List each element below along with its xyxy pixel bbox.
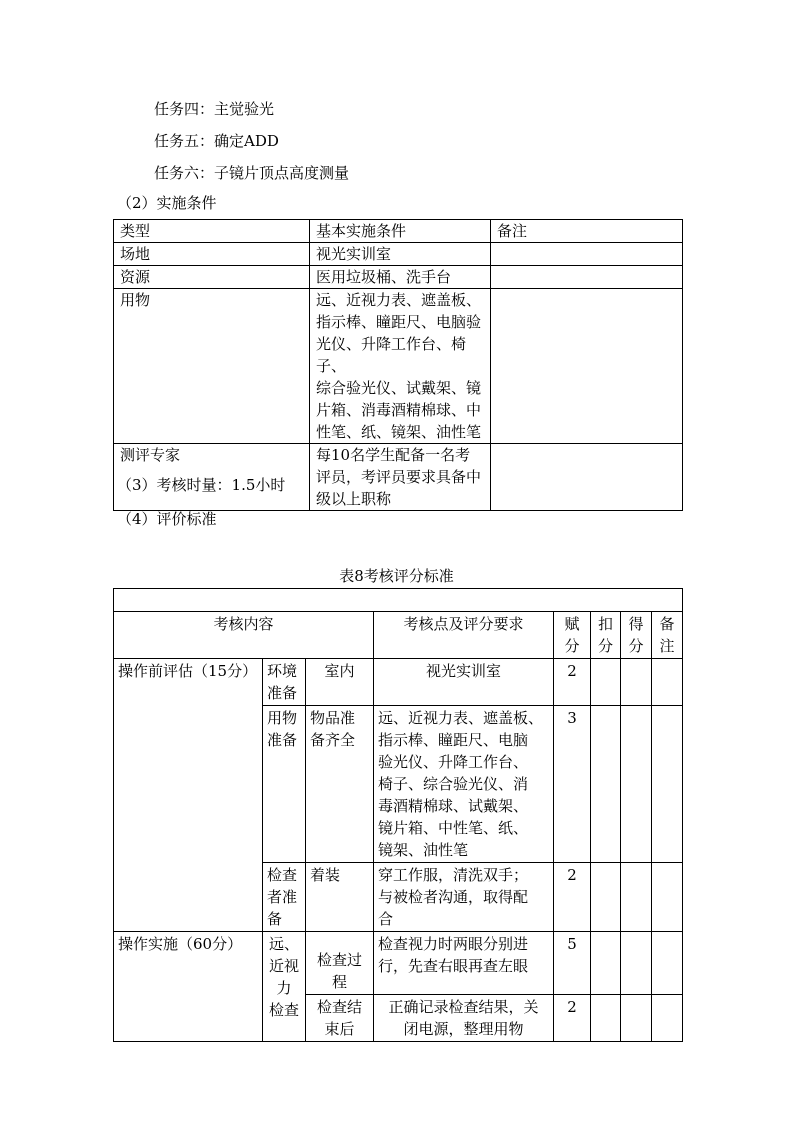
col-header-deduct [591, 612, 621, 659]
row-sub: 室内 [306, 659, 374, 706]
requirement-line: 指示棒、瞳距尺、电脑 [378, 731, 529, 749]
requirement-line: 与被检者沟通，取得配 [378, 888, 529, 906]
row-note [652, 995, 683, 1042]
row-score: 3 [554, 706, 591, 863]
category-line: 备 [267, 910, 283, 928]
row-category [263, 706, 306, 863]
category-line: 准备 [267, 731, 298, 749]
row-sub [306, 932, 374, 995]
row-condition: 医用垃圾桶、洗手台 [310, 266, 491, 289]
row-type: 测评专家 [114, 444, 310, 511]
row-note [491, 289, 683, 444]
col-header-note: 备注 [491, 220, 683, 243]
category-line: 用物 [267, 709, 298, 727]
requirement-line: 行，先查右眼再查左眼 [378, 957, 529, 975]
row-score: 2 [554, 659, 591, 706]
row-score: 2 [554, 995, 591, 1042]
condition-line: 综合验光仪、试戴架、镜 [316, 379, 482, 397]
condition-line: 每10名学生配备一名考 [316, 446, 471, 464]
task-line-4: 任务四：主觉验光 [154, 100, 275, 118]
category-line: 力 [276, 979, 292, 997]
header-char: 分 [597, 637, 613, 655]
row-deduct [591, 932, 621, 995]
requirement-line: 合 [378, 910, 394, 928]
requirement-line: 闭电源，整理用物 [403, 1020, 524, 1038]
row-note [652, 706, 683, 863]
header-char: 分 [628, 637, 644, 655]
conditions-table [113, 219, 683, 511]
row-condition: 视光实训室 [310, 243, 491, 266]
header-char: 分 [564, 637, 580, 655]
section-heading-conditions: （2）实施条件 [117, 194, 217, 212]
row-requirement: 视光实训室 [374, 659, 554, 706]
condition-line: 性笔、纸、镜架、油性笔 [316, 423, 482, 441]
category-line: 检查 [267, 866, 298, 884]
condition-line: 光仪、升降工作台、椅子、 [316, 335, 467, 375]
table-caption: 表8考核评分标准 [339, 567, 454, 585]
row-note [491, 243, 683, 266]
sub-line: 备齐全 [310, 731, 356, 749]
col-header-type: 类型 [114, 220, 310, 243]
row-type: 用物 [114, 289, 310, 444]
table-row [114, 266, 683, 289]
condition-line: 片箱、消毒酒精棉球、中 [316, 401, 482, 419]
row-requirement [374, 706, 554, 863]
row-type: 场地 [114, 243, 310, 266]
requirement-line: 毒酒精棉球、试戴架、 [378, 797, 529, 815]
header-char: 赋 [564, 615, 580, 633]
row-score: 5 [554, 932, 591, 995]
task-line-5: 任务五：确定ADD [154, 132, 279, 150]
row-condition [310, 444, 491, 511]
row-condition [310, 289, 491, 444]
condition-line: 评员，考评员要求具备中 [316, 468, 482, 486]
table-row [114, 243, 683, 266]
row-deduct [591, 863, 621, 932]
sub-line: 束后 [324, 1020, 355, 1038]
implementation-label: 操作实施（60分） [114, 932, 263, 1042]
requirement-line: 镜片箱、中性笔、纸、 [378, 819, 529, 837]
row-requirement [374, 863, 554, 932]
row-got [621, 863, 652, 932]
condition-line: 级以上职称 [316, 490, 392, 508]
row-sub [306, 706, 374, 863]
row-requirement [374, 995, 554, 1042]
row-deduct [591, 659, 621, 706]
row-requirement [374, 932, 554, 995]
pre-assessment-label: 操作前评估（15分） [114, 659, 263, 932]
col-header-points: 考核点及评分要求 [374, 612, 554, 659]
row-got [621, 706, 652, 863]
row-note [652, 659, 683, 706]
condition-line: 指示棒、瞳距尺、电脑验 [316, 313, 482, 331]
sub-line: 物品准 [310, 709, 356, 727]
row-deduct [591, 995, 621, 1042]
category-line: 环境 [267, 662, 298, 680]
table-row [114, 659, 683, 706]
col-header-content: 考核内容 [114, 612, 374, 659]
scoring-table [113, 588, 683, 1042]
header-char: 备 [659, 615, 675, 633]
requirement-line: 穿工作服，清洗双手； [378, 866, 529, 884]
col-header-score [554, 612, 591, 659]
row-deduct [591, 706, 621, 863]
row-category [263, 863, 306, 932]
sub-line: 检查过 [316, 951, 362, 969]
section-heading-criteria: （4）评价标准 [117, 510, 217, 528]
row-note [652, 863, 683, 932]
requirement-line: 正确记录检查结果，关 [388, 998, 539, 1016]
requirement-line: 镜架、油性笔 [378, 841, 469, 859]
header-char: 扣 [597, 615, 613, 633]
row-category [263, 659, 306, 706]
category-line: 者准 [267, 888, 298, 906]
exam-duration-text: （3）考核时量：1.5小时 [117, 476, 286, 494]
requirement-line: 远、近视力表、遮盖板、 [378, 709, 544, 727]
row-got [621, 932, 652, 995]
blank-title-row [114, 589, 683, 612]
sub-line: 程 [331, 973, 347, 991]
category-line: 检查 [268, 1001, 299, 1019]
header-char: 得 [628, 615, 644, 633]
category-line: 远、 [268, 935, 299, 953]
row-type: 资源 [114, 266, 310, 289]
row-got [621, 659, 652, 706]
col-header-condition: 基本实施条件 [310, 220, 491, 243]
row-got [621, 995, 652, 1042]
condition-line: 远、近视力表、遮盖板、 [316, 291, 482, 309]
table-row [114, 932, 683, 995]
table-header-row [114, 220, 683, 243]
requirement-line: 椅子、综合验光仪、消 [378, 775, 529, 793]
row-note [652, 932, 683, 995]
table-row [114, 289, 683, 444]
row-category [263, 932, 306, 1042]
sub-line: 检查结 [316, 998, 362, 1016]
col-header-note [652, 612, 683, 659]
row-note [491, 266, 683, 289]
requirement-line: 检查视力时两眼分别进 [378, 935, 529, 953]
row-sub: 着装 [306, 863, 374, 932]
task-line-6: 任务六：子镜片顶点高度测量 [154, 164, 350, 182]
table-header-row [114, 612, 683, 659]
row-score: 2 [554, 863, 591, 932]
category-line: 准备 [267, 684, 298, 702]
row-note [491, 444, 683, 511]
header-char: 注 [659, 637, 675, 655]
requirement-line: 验光仪、升降工作台、 [378, 753, 529, 771]
col-header-got [621, 612, 652, 659]
category-line: 近视 [268, 957, 299, 975]
row-sub [306, 995, 374, 1042]
